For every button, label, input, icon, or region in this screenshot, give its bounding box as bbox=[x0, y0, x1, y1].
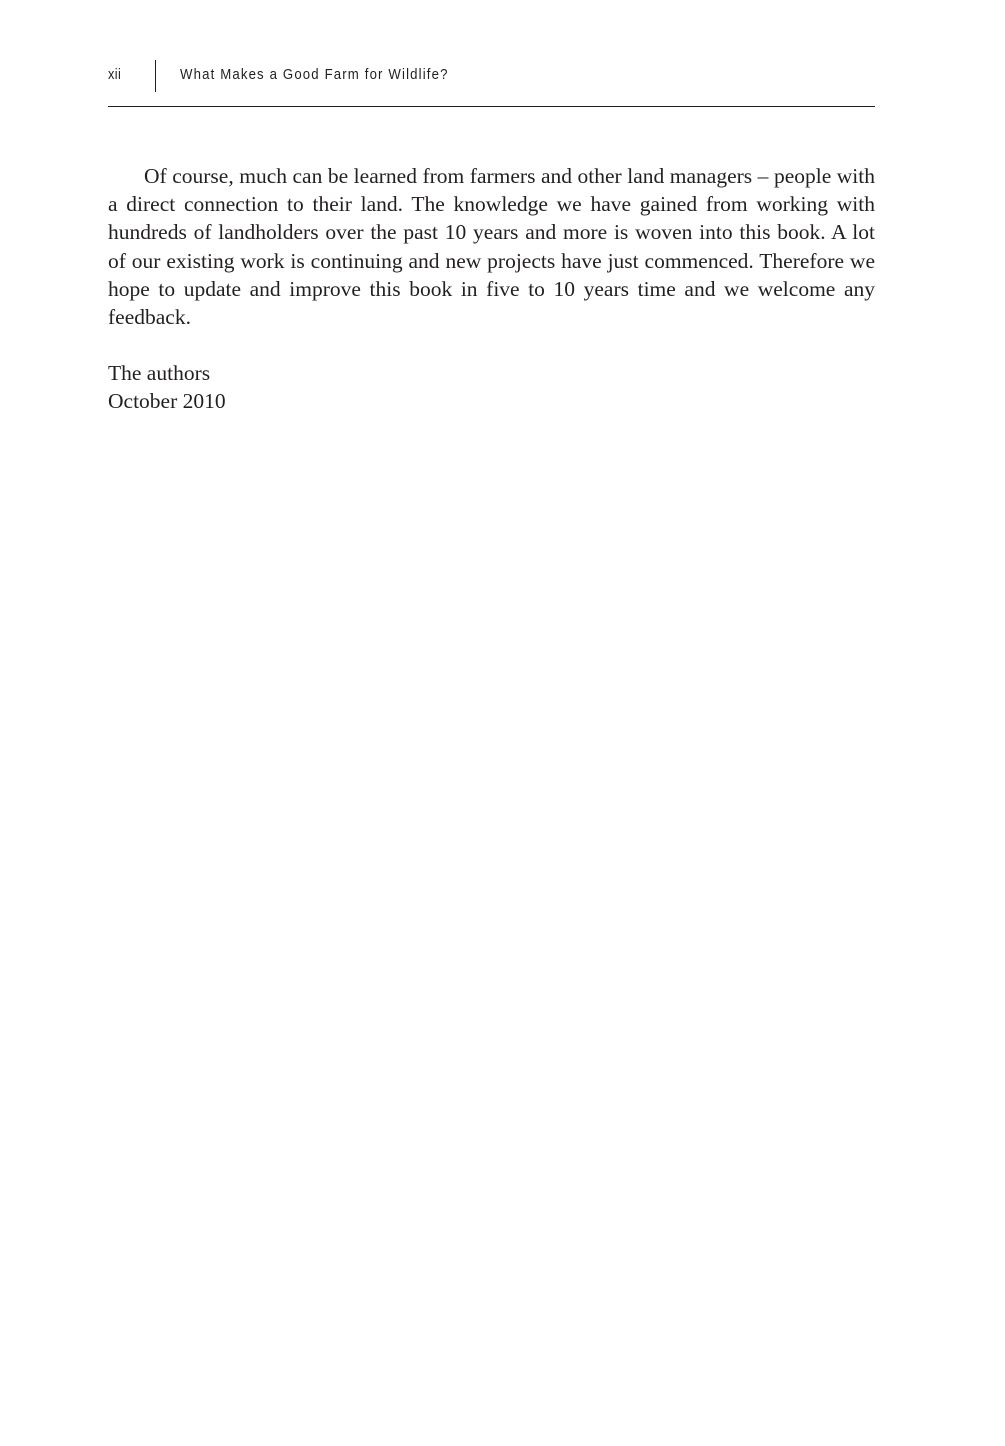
running-header bbox=[108, 58, 875, 106]
signature-block bbox=[108, 359, 226, 415]
signature-date: October 2010 bbox=[108, 389, 226, 414]
running-title: What Makes a Good Farm for Wildlife? bbox=[180, 66, 449, 83]
body-text bbox=[108, 162, 875, 331]
header-rule bbox=[108, 106, 875, 107]
page-number: xii bbox=[108, 66, 122, 83]
paragraph: Of course, much can be learned from farmers and other land managers – people with a direct connection to their land. The knowledge we have gained from working with hundreds of landholders over the past 10 years and more is woven into this book. A lot of our existing work is continuing and new projects have just commenced. Therefore we hope to update and improve this book in five to 10 years time and we welcome any feedback. bbox=[108, 164, 875, 330]
header-separator bbox=[155, 60, 156, 92]
signature-author: The authors bbox=[108, 361, 211, 385]
